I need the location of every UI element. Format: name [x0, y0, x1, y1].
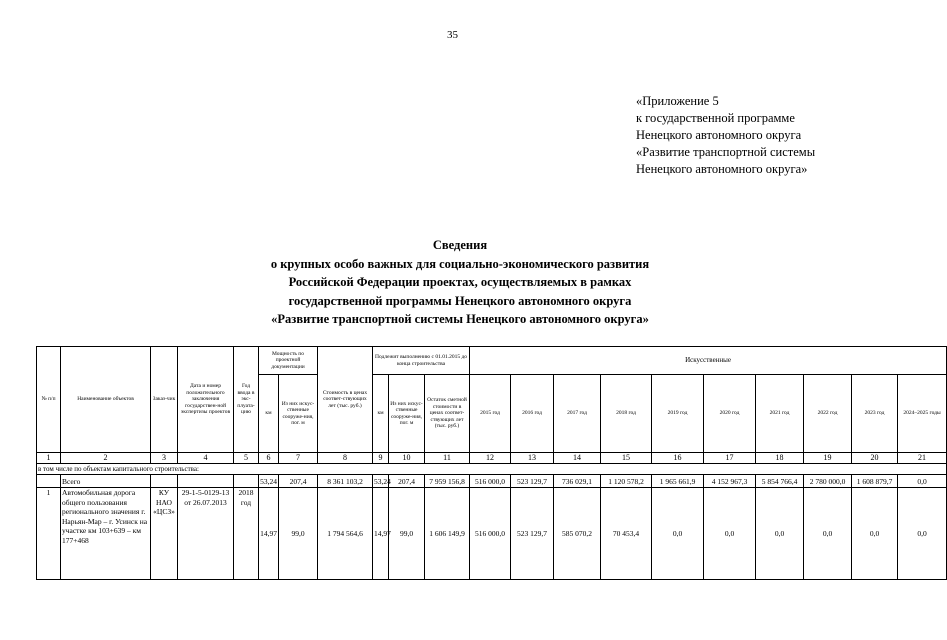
header-num: № п/п [37, 347, 61, 453]
header-customer: Заказ-чик [151, 347, 178, 453]
object-cell: 14,97 [373, 488, 389, 580]
object-name: Автомобильная дорога общего пользования регионального значения г. Нарьян-Мар – г. Усинск на участке км 103+639 – км 177+468 [61, 488, 151, 580]
col-number: 4 [178, 453, 234, 464]
header-structures: Из них искус-ственные сооруже-ния, пог. м [389, 375, 425, 453]
header-km: км [373, 375, 389, 453]
object-cell: 1 794 564,6 [318, 488, 373, 580]
col-number: 19 [804, 453, 852, 464]
header-structures: Из них искус-ственные сооруже-ния, пог. м [279, 375, 318, 453]
col-number: 1 [37, 453, 61, 464]
title-line: «Развитие транспортной системы Ненецкого автономного округа» [271, 312, 649, 326]
object-customer: КУ НАО «ЦСЗ» [151, 488, 178, 580]
total-cell: 8 361 103,2 [318, 475, 373, 488]
col-number: 6 [259, 453, 279, 464]
col-number: 21 [898, 453, 947, 464]
col-number: 16 [652, 453, 704, 464]
title-line: Сведения [432, 238, 488, 252]
header-year-2022: 2022 год [804, 375, 852, 453]
object-year: 2018 год [234, 488, 259, 580]
col-number: 14 [554, 453, 601, 464]
total-cell: 516 000,0 [470, 475, 511, 488]
object-cell: 14,97 [259, 488, 279, 580]
header-year-2021: 2021 год [756, 375, 804, 453]
header-year-2019: 2019 год [652, 375, 704, 453]
header-year: Год ввода в экс-плуата-цию [234, 347, 259, 453]
total-cell: 0,0 [898, 475, 947, 488]
projects-table [36, 346, 947, 580]
header-capacity: Мощность по проектной документации [259, 347, 318, 375]
column-numbers-row [37, 453, 947, 464]
header-year-2016: 2016 год [511, 375, 554, 453]
page-number: 35 [447, 29, 458, 41]
header-year-2024-2025: 2024–2025 годы [898, 375, 947, 453]
total-cell: 207,4 [389, 475, 425, 488]
title-line: государственной программы Ненецкого автономного округа [288, 293, 632, 308]
col-number: 11 [425, 453, 470, 464]
row-num: 1 [37, 488, 61, 580]
object-cell: 0,0 [804, 488, 852, 580]
total-cell: 523 129,7 [511, 475, 554, 488]
col-number: 5 [234, 453, 259, 464]
object-cell: 585 070,2 [554, 488, 601, 580]
total-cell: 1 608 879,7 [852, 475, 898, 488]
header-year-2023: 2023 год [852, 375, 898, 453]
total-cell: 5 854 766,4 [756, 475, 804, 488]
header-year-2015: 2015 год [470, 375, 511, 453]
col-number: 20 [852, 453, 898, 464]
object-cell: 0,0 [652, 488, 704, 580]
total-cell: 53,24 [374, 476, 391, 486]
object-cell: 99,0 [279, 488, 318, 580]
object-cell: 0,0 [704, 488, 756, 580]
col-number: 15 [601, 453, 652, 464]
total-cell: 4 152 967,3 [704, 475, 756, 488]
col-number: 17 [704, 453, 756, 464]
col-number: 18 [756, 453, 804, 464]
col-number: 12 [470, 453, 511, 464]
header-expertise-date: Дата и номер положительного заключения государствен-ной экспертизы проектов [178, 347, 234, 453]
title-line: о крупных особо важных для социально-экономического развития [270, 256, 650, 271]
object-expertise-date: 29-1-5-0129-13 от 26.07.2013 [178, 488, 234, 580]
col-number: 9 [373, 453, 389, 464]
appendix-line: «Приложение 5 [636, 94, 719, 108]
total-cell: 1 120 578,2 [601, 475, 652, 488]
header-year-2017: 2017 год [554, 375, 601, 453]
appendix-line: Ненецкого автономного округа» [636, 162, 808, 176]
appendix-line: «Развитие транспортной системы [636, 145, 816, 159]
total-row [37, 475, 947, 488]
object-cell: 1 606 149,9 [425, 488, 470, 580]
header-year-2020: 2020 год [704, 375, 756, 453]
subheading: в том числе по объектам капитального строительства: [37, 464, 947, 475]
col-number: 13 [511, 453, 554, 464]
header-to-complete: Подлежит выполнению с 01.01.2015 до конца строительства [373, 347, 470, 375]
header-cost: Стоимость в ценах соответ-ствующих лет (тыс. руб.) [318, 347, 373, 453]
col-number: 7 [279, 453, 318, 464]
object-cell: 99,0 [389, 488, 425, 580]
appendix-line: к государственной программе [636, 111, 795, 125]
header-year-2018: 2018 год [601, 375, 652, 453]
header-name: Наименование объектов [61, 347, 151, 453]
appendix-note [636, 93, 815, 178]
total-cell: 2 780 000,0 [804, 475, 852, 488]
object-cell: 0,0 [898, 488, 947, 580]
col-number: 8 [318, 453, 373, 464]
header-artificial: Искусственные [470, 347, 947, 375]
col-number: 2 [61, 453, 151, 464]
object-cell: 0,0 [756, 488, 804, 580]
total-cell: 736 029,1 [554, 475, 601, 488]
header-remaining-cost: Остаток сметной стоимости в ценах соответ-ствующих лет (тыс. руб.) [425, 375, 470, 453]
title-line: Российской Федерации проектах, осуществляемых в рамках [288, 275, 632, 289]
total-cell: 53,24 [260, 476, 277, 486]
total-label: Всего [61, 475, 151, 488]
document-title [180, 236, 740, 329]
object-cell: 0,0 [852, 488, 898, 580]
object-cell: 523 129,7 [511, 488, 554, 580]
total-cell: 1 965 661,9 [652, 475, 704, 488]
table-row [37, 488, 947, 580]
appendix-line: Ненецкого автономного округа [636, 128, 802, 142]
subheading-row [37, 464, 947, 475]
object-cell: 70 453,4 [601, 488, 652, 580]
col-number: 3 [151, 453, 178, 464]
header-km: км [259, 375, 279, 453]
object-cell: 516 000,0 [470, 488, 511, 580]
total-cell: 207,4 [279, 475, 318, 488]
total-cell: 7 959 156,8 [425, 475, 470, 488]
col-number: 10 [389, 453, 425, 464]
